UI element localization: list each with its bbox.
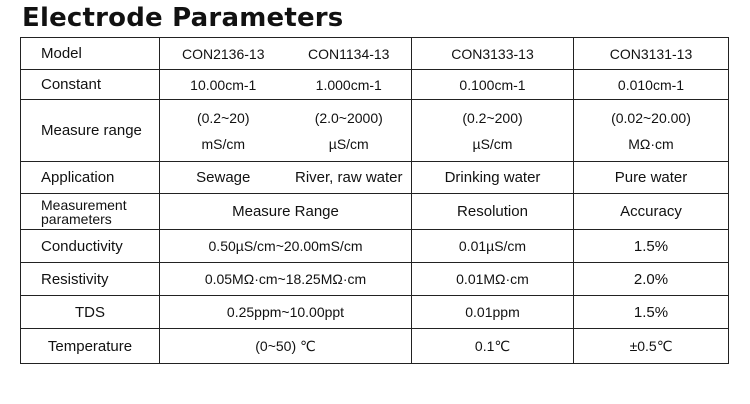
cell-resistivity-accuracy: 2.0%	[574, 263, 729, 296]
cell-temperature-resolution: 0.1℃	[412, 329, 574, 364]
table-row-temperature	[21, 329, 729, 364]
table-row-application	[21, 162, 729, 194]
row-label-tds: TDS	[21, 296, 160, 329]
range-unit: MΩ·cm	[628, 135, 674, 152]
header-resolution: Resolution	[412, 194, 574, 230]
label-line: Measurement	[41, 196, 127, 213]
cell-application-c: Drinking water	[412, 162, 574, 194]
cell-conductivity-accuracy: 1.5%	[574, 230, 729, 263]
page-title: Electrode Parameters	[22, 3, 344, 33]
row-label-measurement-parameters	[21, 194, 160, 230]
table-row-measurement-parameters	[21, 194, 729, 230]
table-row-tds	[21, 296, 729, 329]
range-unit: mS/cm	[201, 135, 246, 152]
cell-model-d: CON3131-13	[574, 38, 729, 70]
electrode-parameters-table	[20, 37, 729, 364]
table-row-resistivity	[21, 263, 729, 296]
cell-constant-b: 1.000cm-1	[287, 70, 412, 100]
table-row-constant	[21, 70, 729, 100]
range-value: (2.0~2000)	[314, 109, 383, 126]
cell-conductivity-resolution: 0.01µS/cm	[412, 230, 574, 263]
row-label-constant: Constant	[21, 70, 160, 100]
row-label-temperature: Temperature	[21, 329, 160, 364]
cell-temperature-range: (0~50) ℃	[160, 329, 412, 364]
row-label-conductivity: Conductivity	[21, 230, 160, 263]
cell-application-b: River, raw water	[287, 162, 412, 194]
row-label-measure-range: Measure range	[21, 100, 160, 162]
header-measure-range: Measure Range	[160, 194, 412, 230]
cell-conductivity-range: 0.50µS/cm~20.00mS/cm	[160, 230, 412, 263]
cell-measure-range-b	[287, 100, 412, 162]
cell-constant-c: 0.100cm-1	[412, 70, 574, 100]
label-line: parameters	[41, 210, 112, 227]
cell-model-c: CON3133-13	[412, 38, 574, 70]
cell-application-d: Pure water	[574, 162, 729, 194]
row-label-application: Application	[21, 162, 160, 194]
range-value: (0.2~200)	[462, 109, 523, 126]
cell-measure-range-a	[160, 100, 287, 162]
header-accuracy: Accuracy	[574, 194, 729, 230]
cell-tds-resolution: 0.01ppm	[412, 296, 574, 329]
range-unit: µS/cm	[328, 135, 369, 152]
cell-measure-range-c	[412, 100, 574, 162]
cell-constant-a: 10.00cm-1	[160, 70, 287, 100]
cell-application-a: Sewage	[160, 162, 287, 194]
cell-tds-accuracy: 1.5%	[574, 296, 729, 329]
cell-tds-range: 0.25ppm~10.00ppt	[160, 296, 412, 329]
row-label-resistivity: Resistivity	[21, 263, 160, 296]
table-row-conductivity	[21, 230, 729, 263]
table-row-model	[21, 38, 729, 70]
cell-model-a: CON2136-13	[160, 38, 287, 70]
table-row-measure-range	[21, 100, 729, 162]
cell-measure-range-d	[574, 100, 729, 162]
range-value: (0.2~20)	[196, 109, 250, 126]
cell-resistivity-range: 0.05MΩ·cm~18.25MΩ·cm	[160, 263, 412, 296]
range-value: (0.02~20.00)	[611, 109, 691, 126]
cell-model-b: CON1134-13	[287, 38, 412, 70]
row-label-model: Model	[21, 38, 160, 70]
cell-temperature-accuracy: ±0.5℃	[574, 329, 729, 364]
range-unit: µS/cm	[472, 135, 513, 152]
cell-resistivity-resolution: 0.01MΩ·cm	[412, 263, 574, 296]
cell-constant-d: 0.010cm-1	[574, 70, 729, 100]
